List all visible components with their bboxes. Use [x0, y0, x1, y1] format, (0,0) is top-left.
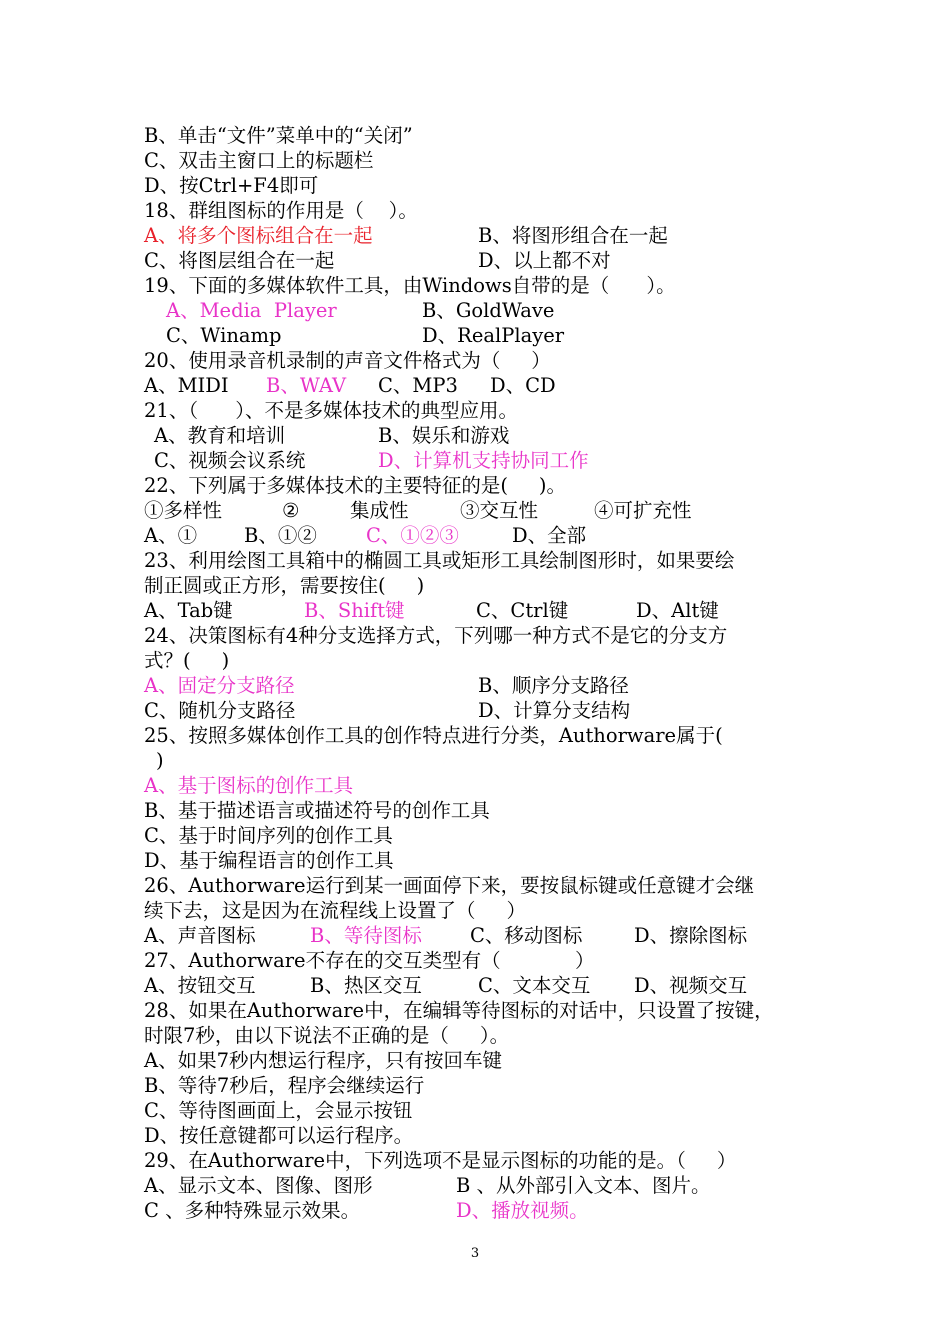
- option-line: B、单击“文件”菜单中的“关闭”: [144, 124, 413, 147]
- answer-option: A、将多个图标组合在一起: [144, 224, 373, 247]
- question-24-cont: 式？( ): [144, 649, 230, 672]
- option: D、以上都不对: [478, 249, 611, 272]
- question-24: 24、决策图标有4种分支选择方式，下列哪一种方式不是它的分支方: [144, 624, 728, 647]
- question-27: 27、Authorware不存在的交互类型有（ ）: [144, 949, 595, 972]
- option: B、等待7秒后，程序会继续运行: [144, 1074, 425, 1097]
- options-row: [144, 1198, 589, 1223]
- option: C、将图层组合在一起: [144, 249, 335, 272]
- option: B、GoldWave: [422, 299, 555, 322]
- feature: 集成性: [350, 499, 409, 522]
- options-row: [144, 1173, 711, 1198]
- answer-option: A、Media Player: [166, 299, 337, 322]
- option: C、Ctrl键: [476, 599, 569, 622]
- option: B、将图形组合在一起: [478, 224, 668, 247]
- options-row: [144, 673, 629, 698]
- option: D、计算分支结构: [478, 699, 631, 722]
- option: B、顺序分支路径: [478, 674, 629, 697]
- option: C、Winamp: [166, 324, 282, 347]
- option: A、Tab键: [144, 599, 233, 622]
- question-21: 21、（ ）、不是多媒体技术的典型应用。: [144, 399, 519, 422]
- feature: ①多样性: [144, 499, 223, 522]
- answer-option: B、等待图标: [310, 924, 422, 947]
- option: B、基于描述语言或描述符号的创作工具: [144, 799, 490, 822]
- feature: ④可扩充性: [594, 499, 692, 522]
- question-28-cont: 时限7秒，由以下说法不正确的是（ ）。: [144, 1024, 510, 1047]
- question-22: 22、下列属于多媒体技术的主要特征的是( )。: [144, 474, 567, 497]
- option: D、RealPlayer: [422, 324, 565, 347]
- option: D、CD: [490, 374, 556, 397]
- question-26-cont: 续下去，这是因为在流程线上设置了（ ）: [144, 899, 526, 922]
- question-23-cont: 制正圆或正方形，需要按住( ): [144, 574, 425, 597]
- question-29: 29、在Authorware中，下列选项不是显示图标的功能的是。（ ）: [144, 1149, 737, 1172]
- option: A、教育和培训: [154, 424, 286, 447]
- question-25-cont: ): [156, 749, 164, 772]
- option: D、基于编程语言的创作工具: [144, 849, 394, 872]
- options-row: [144, 973, 748, 998]
- options-row: [144, 598, 719, 623]
- option: A、如果7秒内想运行程序，只有按回车键: [144, 1049, 502, 1072]
- question-19: 19、下面的多媒体软件工具，由Windows自带的是（ ）。: [144, 274, 676, 297]
- option: D、按任意键都可以运行程序。: [144, 1124, 414, 1147]
- feature: ③交互性: [460, 499, 539, 522]
- option: D、全部: [512, 524, 587, 547]
- answer-option: A、基于图标的创作工具: [144, 774, 354, 797]
- options-row: [144, 423, 510, 448]
- question-23: 23、利用绘图工具箱中的椭圆工具或矩形工具绘制图形时，如果要绘: [144, 549, 735, 572]
- option: D、视频交互: [634, 974, 748, 997]
- option: A、MIDI: [144, 374, 229, 397]
- option-line: D、按Ctrl+F4即可: [144, 174, 319, 197]
- option: B、热区交互: [310, 974, 422, 997]
- option-line: C、双击主窗口上的标题栏: [144, 149, 374, 172]
- question-18: 18、群组图标的作用是（ ）。: [144, 199, 418, 222]
- options-row: [144, 373, 556, 398]
- answer-option: A、固定分支路径: [144, 674, 295, 697]
- question-25: 25、按照多媒体创作工具的创作特点进行分类，Authorware属于(: [144, 724, 723, 747]
- option: B 、从外部引入文本、图片。: [456, 1174, 711, 1197]
- options-row: [144, 698, 631, 723]
- option: B、①②: [244, 524, 317, 547]
- answer-option: B、WAV: [266, 374, 347, 397]
- option: A、①: [144, 524, 198, 547]
- features-row: [144, 498, 692, 523]
- option: C、视频会议系统: [154, 449, 306, 472]
- option: A、按钮交互: [144, 974, 256, 997]
- option: D、Alt键: [636, 599, 719, 622]
- option: C、等待图画面上，会显示按钮: [144, 1099, 413, 1122]
- option: A、声音图标: [144, 924, 256, 947]
- option: C、文本交互: [478, 974, 591, 997]
- option: C、随机分支路径: [144, 699, 296, 722]
- option: C、移动图标: [470, 924, 583, 947]
- options-row: [144, 323, 565, 348]
- options-row: [144, 923, 748, 948]
- question-26: 26、Authorware运行到某一画面停下来，要按鼠标键或任意键才会继: [144, 874, 755, 897]
- options-row: [144, 248, 611, 273]
- option: D、擦除图标: [634, 924, 748, 947]
- question-20: 20、使用录音机录制的声音文件格式为（ ）: [144, 349, 551, 372]
- option: C 、多种特殊显示效果。: [144, 1199, 361, 1222]
- feature: ②: [282, 499, 300, 522]
- option: C、基于时间序列的创作工具: [144, 824, 393, 847]
- question-28: 28、如果在Authorware中，在编辑等待图标的对话中，只设置了按键，: [144, 999, 774, 1022]
- options-row: [144, 298, 555, 323]
- options-row: [144, 223, 668, 248]
- options-row: [144, 448, 589, 473]
- option: B、娱乐和游戏: [378, 424, 510, 447]
- answer-option: B、Shift键: [304, 599, 405, 622]
- page-number: 3: [470, 1246, 480, 1261]
- option: C、MP3: [378, 374, 458, 397]
- answer-option: C、①②③: [366, 524, 459, 547]
- option: A、显示文本、图像、图形: [144, 1174, 373, 1197]
- options-row: [144, 523, 587, 548]
- answer-option: D、播放视频。: [456, 1199, 589, 1222]
- answer-option: D、计算机支持协同工作: [378, 449, 589, 472]
